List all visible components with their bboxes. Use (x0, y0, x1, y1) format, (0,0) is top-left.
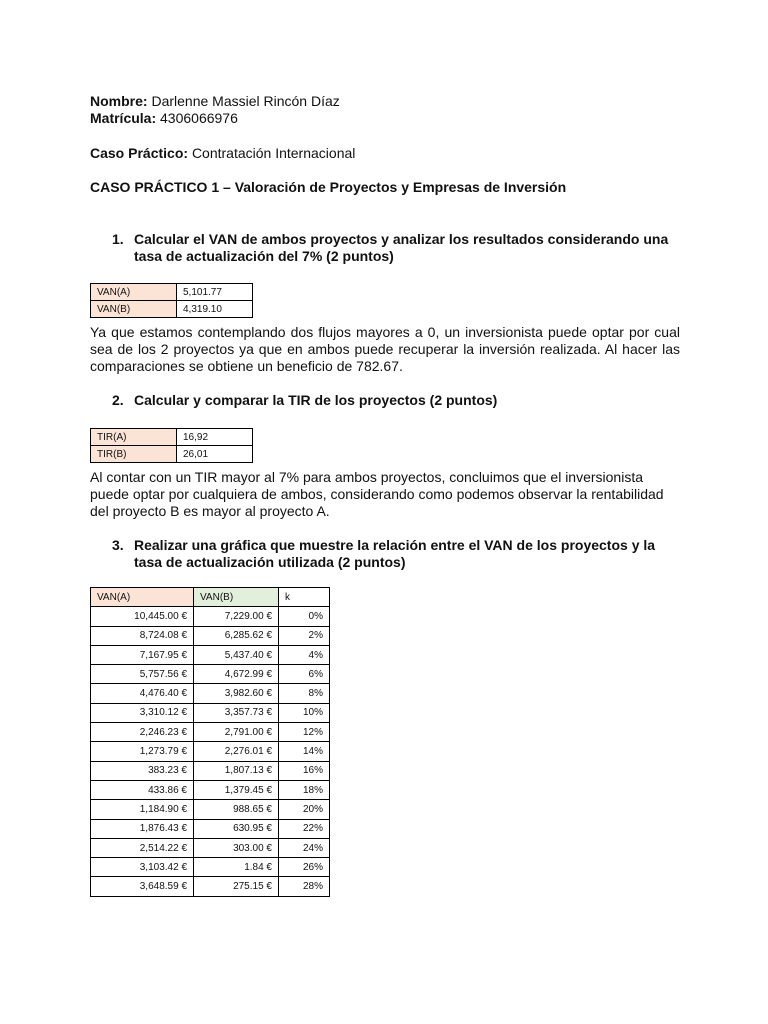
table-value: 5,101.77 (177, 284, 253, 301)
table-label: VAN(B) (91, 301, 177, 318)
table-row (91, 800, 330, 819)
table-cell: 14% (279, 742, 330, 761)
table-cell: 5,757.56 € (91, 665, 194, 684)
column-header: VAN(A) (91, 588, 194, 607)
table-row (91, 446, 253, 463)
table-cell: 1.84 € (194, 858, 279, 877)
question-number: 3. (112, 537, 124, 553)
table-cell: 4,476.40 € (91, 684, 194, 703)
table-cell: 22% (279, 819, 330, 838)
table-row (91, 684, 330, 703)
id-value: 4306066976 (160, 110, 238, 126)
table-cell: 0% (279, 607, 330, 626)
table-label: VAN(A) (91, 284, 177, 301)
table-row (91, 301, 253, 318)
table-value: 4,319.10 (177, 301, 253, 318)
table-cell: 2,791.00 € (194, 723, 279, 742)
table-cell: 10% (279, 703, 330, 722)
table-cell: 3,310.12 € (91, 703, 194, 722)
table-cell: 2,514.22 € (91, 838, 194, 857)
table-cell: 12% (279, 723, 330, 742)
table-cell: 4,672.99 € (194, 665, 279, 684)
table-cell: 5,437.40 € (194, 645, 279, 664)
table-cell: 1,273.79 € (91, 742, 194, 761)
question-number: 2. (112, 392, 124, 408)
table-cell: 3,357.73 € (194, 703, 279, 722)
case-line (90, 145, 355, 162)
table-cell: 630.95 € (194, 819, 279, 838)
table-cell: 20% (279, 800, 330, 819)
table-cell: 8% (279, 684, 330, 703)
table-row (91, 284, 253, 301)
van-table (90, 283, 253, 318)
table-cell: 16% (279, 761, 330, 780)
table-value: 26,01 (177, 446, 253, 463)
table-row (91, 877, 330, 896)
question-3 (112, 537, 680, 571)
table-label: TIR(A) (91, 429, 177, 446)
question-text-cont: tasa de actualización utilizada (2 puntos) (134, 554, 406, 570)
case-value: Contratación Internacional (191, 145, 356, 161)
answer-1: Ya que estamos contemplando dos flujos mayores a 0, un inversionista puede optar por cual sea de los 2 proyectos ya que en ambos puede recuperar la inversión realizada. Al hacer las comparaciones se obtiene un beneficio de 782.67. (90, 324, 680, 374)
table-cell: 8,724.08 € (91, 626, 194, 645)
table-cell: 988.65 € (194, 800, 279, 819)
name-label: Nombre: (90, 93, 148, 109)
case-label: Caso Práctico: (90, 145, 189, 161)
table-row (91, 819, 330, 838)
table-cell: 1,379.45 € (194, 780, 279, 799)
table-row (91, 780, 330, 799)
id-line (90, 110, 238, 127)
table-cell: 3,982.60 € (194, 684, 279, 703)
column-header: k (279, 588, 330, 607)
table-row (91, 838, 330, 857)
table-row (91, 626, 330, 645)
table-cell: 26% (279, 858, 330, 877)
question-text: Calcular el VAN de ambos proyectos y analizar los resultados considerando una (134, 231, 669, 247)
table-cell: 1,807.13 € (194, 761, 279, 780)
column-header: VAN(B) (194, 588, 279, 607)
table-cell: 3,648.59 € (91, 877, 194, 896)
table-cell: 10,445.00 € (91, 607, 194, 626)
table-header-row (91, 588, 330, 607)
table-cell: 24% (279, 838, 330, 857)
table-row (91, 742, 330, 761)
table-row (91, 429, 253, 446)
table-value: 16,92 (177, 429, 253, 446)
question-text: Realizar una gráfica que muestre la relación entre el VAN de los proyectos y la (134, 537, 656, 553)
name-value: Darlenne Massiel Rincón Díaz (151, 93, 340, 109)
tir-table (90, 428, 253, 463)
table-cell: 303.00 € (194, 838, 279, 857)
table-cell: 383.23 € (91, 761, 194, 780)
answer-2: Al contar con un TIR mayor al 7% para ambos proyectos, concluimos que el inversionista puede optar por cualquiera de ambos, considerando como podemos observar la rentabilidad del proyecto B es mayor al proyecto A. (90, 469, 664, 519)
table-cell: 433.86 € (91, 780, 194, 799)
table-cell: 7,229.00 € (194, 607, 279, 626)
question-2 (112, 392, 680, 409)
table-cell: 6,285.62 € (194, 626, 279, 645)
table-row (91, 665, 330, 684)
table-label: TIR(B) (91, 446, 177, 463)
table-cell: 4% (279, 645, 330, 664)
table-cell: 28% (279, 877, 330, 896)
table-row (91, 703, 330, 722)
table-cell: 3,103.42 € (91, 858, 194, 877)
table-row (91, 607, 330, 626)
table-cell: 1,876.43 € (91, 819, 194, 838)
question-1 (112, 231, 680, 265)
table-row (91, 645, 330, 664)
table-cell: 1,184.90 € (91, 800, 194, 819)
table-cell: 2,276.01 € (194, 742, 279, 761)
table-cell: 275.15 € (194, 877, 279, 896)
table-row (91, 723, 330, 742)
table-row (91, 761, 330, 780)
table-cell: 18% (279, 780, 330, 799)
question-text: Calcular y comparar la TIR de los proyectos (2 puntos) (134, 392, 498, 408)
id-label: Matrícula: (90, 110, 157, 126)
table-cell: 2% (279, 626, 330, 645)
question-number: 1. (112, 231, 124, 247)
table-cell: 6% (279, 665, 330, 684)
table-cell: 7,167.95 € (91, 645, 194, 664)
question-text-cont: tasa de actualización del 7% (2 puntos) (134, 248, 394, 264)
document-title: CASO PRÁCTICO 1 – Valoración de Proyectos y Empresas de Inversión (90, 179, 567, 195)
name-line (90, 93, 340, 110)
table-cell: 2,246.23 € (91, 723, 194, 742)
table-row (91, 858, 330, 877)
van-k-table (90, 587, 330, 897)
